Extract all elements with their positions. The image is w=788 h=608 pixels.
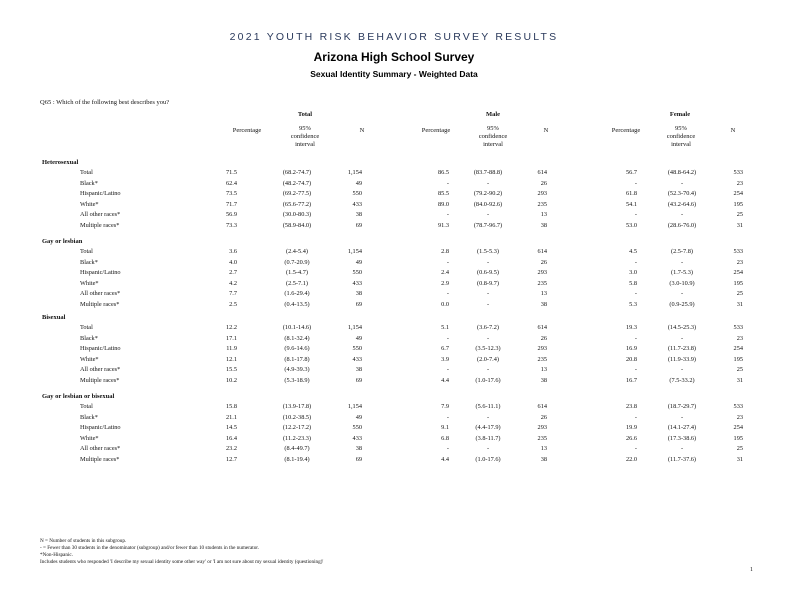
row-label: Total <box>80 169 93 176</box>
percentage-total: 71.5 <box>225 169 237 176</box>
n-female: 254 <box>733 190 743 198</box>
confidence-interval-total: (69.2-77.5) <box>282 190 312 198</box>
n-male: 614 <box>537 403 547 410</box>
percentage-total: 4.0 <box>229 258 237 266</box>
section-heading: Gay or lesbian or bisexual <box>42 393 115 400</box>
percentage-total: 15.8 <box>225 403 237 410</box>
n-male: 293 <box>537 269 547 277</box>
percentage-male: - <box>446 445 449 453</box>
n-male: 26 <box>540 179 547 187</box>
n-male: 235 <box>537 279 547 287</box>
n-male: 293 <box>537 190 547 198</box>
percentage-female: - <box>634 445 637 453</box>
confidence-interval-male: (0.8-9.7) <box>476 279 500 287</box>
confidence-interval-female: (11.7-23.8) <box>667 345 697 353</box>
summary-name: Sexual Identity Summary - Weighted Data <box>310 69 478 79</box>
n-male: 13 <box>540 211 547 219</box>
n-total: 1,154 <box>347 403 362 410</box>
percentage-male: 85.5 <box>437 190 449 198</box>
n-male: 26 <box>540 334 547 342</box>
report-top-title: 2021 YOUTH RISK BEHAVIOR SURVEY RESULTS <box>229 31 559 43</box>
confidence-interval-total: (1.5-4.7) <box>285 269 309 277</box>
column-header-ci-male: interval <box>483 141 503 148</box>
confidence-interval-female: (11.9-33.9) <box>667 355 697 363</box>
n-female: 31 <box>736 456 743 463</box>
confidence-interval-male: (3.5-12.3) <box>475 345 501 353</box>
n-male: 235 <box>537 434 547 442</box>
confidence-interval-male: - <box>486 301 490 308</box>
column-header-n-male: N <box>543 127 549 134</box>
n-female: 533 <box>733 324 743 331</box>
n-female: 23 <box>736 413 743 421</box>
n-female: 195 <box>733 355 743 363</box>
confidence-interval-total: (1.6-29.4) <box>284 290 310 298</box>
percentage-female: 22.0 <box>625 456 637 463</box>
percentage-total: 14.5 <box>225 424 237 432</box>
confidence-interval-total: (5.3-18.9) <box>284 377 310 384</box>
percentage-total: 56.9 <box>225 211 237 219</box>
confidence-interval-female: (0.9-25.9) <box>669 301 695 308</box>
n-total: 550 <box>352 190 362 198</box>
row-label: Multiple races* <box>80 222 120 229</box>
confidence-interval-female: (7.5-33.2) <box>669 377 695 384</box>
confidence-interval-total: (30.0-80.3) <box>282 211 312 219</box>
n-female: 195 <box>733 434 743 442</box>
percentage-total: 73.5 <box>225 190 237 198</box>
n-male: 13 <box>540 445 547 453</box>
confidence-interval-female: (11.7-37.6) <box>667 456 697 463</box>
confidence-interval-male: (5.6-11.1) <box>475 403 501 410</box>
percentage-female: 53.0 <box>625 222 637 229</box>
n-male: 614 <box>537 324 547 331</box>
n-female: 23 <box>736 334 743 342</box>
percentage-total: 3.6 <box>229 248 237 255</box>
footnote-line: *Non-Hispanic. <box>40 552 73 558</box>
percentage-female: 3.0 <box>629 269 637 277</box>
column-header-n-total: N <box>359 127 365 134</box>
confidence-interval-male: - <box>486 445 490 453</box>
confidence-interval-female: (18.7-29.7) <box>667 403 697 410</box>
confidence-interval-male: (1.5-5.3) <box>476 248 500 255</box>
column-header-percentage-total: Percentage <box>232 127 262 134</box>
row-label: Total <box>80 324 93 331</box>
percentage-male: 6.7 <box>441 345 449 353</box>
n-female: 31 <box>736 222 743 229</box>
percentage-total: 11.9 <box>226 345 237 353</box>
section-heading: Heterosexual <box>42 159 79 166</box>
percentage-total: 21.1 <box>225 413 237 421</box>
n-total: 1,154 <box>347 169 362 176</box>
percentage-female: - <box>634 290 637 298</box>
n-total: 433 <box>352 355 362 363</box>
n-male: 26 <box>540 258 547 266</box>
column-header-ci-male: confidence <box>478 133 508 140</box>
row-label: Total <box>80 403 93 410</box>
confidence-interval-total: (4.9-39.3) <box>284 366 310 374</box>
confidence-interval-total: (2.5-7.1) <box>285 279 309 287</box>
survey-name: Arizona High School Survey <box>313 50 475 64</box>
row-label: Hispanic/Latino <box>80 424 121 432</box>
n-female: 533 <box>733 248 743 255</box>
confidence-interval-female: (1.7-5.3) <box>670 269 694 277</box>
confidence-interval-female: - <box>680 413 684 421</box>
section-heading: Gay or lesbian <box>42 238 83 245</box>
footnote-line: - = Fewer than 30 students in the denominator (subgroup) and/or fewer than 10 students in the numerator. <box>40 545 260 551</box>
percentage-total: 2.5 <box>229 301 237 308</box>
n-female: 254 <box>733 345 743 353</box>
n-male: 26 <box>540 413 547 421</box>
n-male: 293 <box>537 345 547 353</box>
confidence-interval-total: (10.1-14.6) <box>282 324 312 331</box>
confidence-interval-total: (8.1-19.4) <box>284 456 310 463</box>
confidence-interval-male: (2.0-7.4) <box>476 355 500 363</box>
column-header-n-female: N <box>730 127 736 134</box>
confidence-interval-male: - <box>486 413 490 421</box>
percentage-male: - <box>446 211 449 219</box>
group-header-total: Total <box>297 111 313 118</box>
n-male: 293 <box>537 424 547 432</box>
group-header-female: Female <box>669 111 691 118</box>
confidence-interval-female: (52.3-70.4) <box>667 190 697 198</box>
n-total: 38 <box>355 445 362 453</box>
percentage-male: - <box>446 413 449 421</box>
n-female: 195 <box>733 200 743 208</box>
row-label: White* <box>80 279 99 287</box>
confidence-interval-male: (1.0-17.6) <box>475 456 501 463</box>
n-female: 533 <box>733 403 743 410</box>
percentage-female: 56.7 <box>625 169 637 176</box>
percentage-total: 16.4 <box>225 434 237 442</box>
confidence-interval-total: (2.4-5.4) <box>285 248 309 255</box>
row-label: Multiple races* <box>80 301 120 308</box>
footnote-line: Includes students who responded 'I describe my sexual identity some other way' or 'I am not sure about my sexual identity (questioning)' <box>40 559 324 565</box>
percentage-male: 91.3 <box>437 222 449 229</box>
percentage-female: - <box>634 211 637 219</box>
percentage-total: 73.3 <box>225 222 237 229</box>
confidence-interval-male: - <box>486 179 490 187</box>
percentage-male: 89.0 <box>437 200 449 208</box>
confidence-interval-total: (10.2-38.5) <box>282 413 312 421</box>
confidence-interval-male: - <box>486 258 490 266</box>
percentage-female: - <box>634 413 637 421</box>
confidence-interval-male: (4.4-17.9) <box>475 424 501 432</box>
percentage-female: 23.8 <box>625 403 637 410</box>
percentage-female: - <box>634 258 637 266</box>
row-label: All other races* <box>80 211 121 219</box>
percentage-male: - <box>446 334 449 342</box>
n-male: 38 <box>540 222 547 229</box>
percentage-female: 20.8 <box>625 355 637 363</box>
row-label: All other races* <box>80 366 121 374</box>
confidence-interval-female: - <box>680 258 684 266</box>
column-header-ci-female: interval <box>671 141 691 148</box>
n-total: 69 <box>355 377 362 384</box>
n-total: 49 <box>355 334 362 342</box>
confidence-interval-total: (68.2-74.7) <box>282 169 312 176</box>
confidence-interval-female: (28.6-76.0) <box>667 222 697 229</box>
question-text: Q65 : Which of the following best describes you? <box>40 99 170 106</box>
percentage-female: - <box>634 366 637 374</box>
confidence-interval-male: (84.0-92.6) <box>473 200 503 208</box>
column-header-ci-total: interval <box>295 141 315 148</box>
percentage-male: 4.4 <box>441 456 449 463</box>
n-female: 25 <box>736 366 743 374</box>
percentage-total: 17.1 <box>225 334 237 342</box>
confidence-interval-male: (79.2-90.2) <box>473 190 503 198</box>
percentage-total: 4.2 <box>229 279 237 287</box>
n-male: 38 <box>540 456 547 463</box>
confidence-interval-female: - <box>680 211 684 219</box>
row-label: Black* <box>80 258 98 266</box>
n-total: 69 <box>355 456 362 463</box>
percentage-male: 3.9 <box>441 355 449 363</box>
n-total: 433 <box>352 434 362 442</box>
n-total: 38 <box>355 366 362 374</box>
n-total: 49 <box>355 258 362 266</box>
percentage-male: - <box>446 258 449 266</box>
row-label: Hispanic/Latino <box>80 345 121 353</box>
n-female: 31 <box>736 301 743 308</box>
confidence-interval-male: - <box>486 211 490 219</box>
confidence-interval-total: (65.6-77.2) <box>282 200 312 208</box>
percentage-total: 2.7 <box>229 269 237 277</box>
row-label: White* <box>80 434 99 442</box>
column-header-percentage-female: Percentage <box>611 127 641 134</box>
percentage-female: 19.3 <box>625 324 637 331</box>
confidence-interval-female: - <box>680 290 684 298</box>
n-female: 195 <box>733 279 743 287</box>
page-number: 1 <box>750 567 753 573</box>
n-male: 38 <box>540 301 547 308</box>
row-label: Black* <box>80 179 98 187</box>
confidence-interval-total: (8.4-49.7) <box>284 445 310 453</box>
n-female: 25 <box>736 445 743 453</box>
confidence-interval-total: (48.2-74.7) <box>282 179 312 187</box>
percentage-total: 10.2 <box>225 377 237 384</box>
n-male: 235 <box>537 200 547 208</box>
percentage-total: 15.5 <box>225 366 237 374</box>
confidence-interval-female: (3.0-10.9) <box>669 279 695 287</box>
row-label: White* <box>80 355 99 363</box>
section-heading: Bisexual <box>42 314 66 321</box>
percentage-total: 62.4 <box>225 179 237 187</box>
percentage-male: 5.1 <box>441 324 449 331</box>
percentage-female: 4.5 <box>629 248 637 255</box>
percentage-male: 2.9 <box>441 279 449 287</box>
confidence-interval-female: (17.3-38.6) <box>667 434 697 442</box>
n-male: 13 <box>540 290 547 298</box>
row-label: Multiple races* <box>80 456 120 463</box>
percentage-female: - <box>634 334 637 342</box>
column-header-percentage-male: Percentage <box>421 127 451 134</box>
confidence-interval-female: (2.5-7.8) <box>670 248 694 255</box>
column-header-ci-male: 95% <box>487 125 499 132</box>
column-header-ci-total: 95% <box>299 125 311 132</box>
percentage-male: - <box>446 366 449 374</box>
percentage-total: 12.7 <box>225 456 237 463</box>
n-male: 614 <box>537 248 547 255</box>
confidence-interval-total: (0.4-13.5) <box>284 301 310 308</box>
confidence-interval-male: (78.7-96.7) <box>473 222 503 229</box>
confidence-interval-male: - <box>486 290 490 298</box>
confidence-interval-total: (8.1-32.4) <box>284 334 310 342</box>
percentage-total: 71.7 <box>225 200 237 208</box>
column-header-ci-female: confidence <box>666 133 696 140</box>
confidence-interval-female: (14.1-27.4) <box>667 424 697 432</box>
confidence-interval-male: - <box>486 334 490 342</box>
n-total: 550 <box>352 424 362 432</box>
row-label: Total <box>80 248 93 255</box>
percentage-female: 26.6 <box>625 434 637 442</box>
confidence-interval-male: (0.6-9.5) <box>476 269 500 277</box>
column-header-ci-total: confidence <box>290 133 320 140</box>
percentage-female: 19.9 <box>625 424 637 432</box>
confidence-interval-female: - <box>680 445 684 453</box>
percentage-male: - <box>446 179 449 187</box>
row-label: White* <box>80 200 99 208</box>
n-male: 38 <box>540 377 547 384</box>
n-total: 1,154 <box>347 324 362 331</box>
confidence-interval-total: (9.6-14.6) <box>284 345 310 353</box>
confidence-interval-male: (1.0-17.6) <box>475 377 501 384</box>
percentage-female: 16.7 <box>625 377 637 384</box>
confidence-interval-female: (48.8-64.2) <box>667 169 697 176</box>
confidence-interval-total: (12.2-17.2) <box>282 424 312 432</box>
confidence-interval-female: - <box>680 366 684 374</box>
n-total: 38 <box>355 290 362 298</box>
n-male: 614 <box>537 169 547 176</box>
column-header-ci-female: 95% <box>675 125 687 132</box>
confidence-interval-total: (0.7-20.9) <box>284 258 310 266</box>
n-female: 254 <box>733 424 743 432</box>
n-female: 23 <box>736 179 743 187</box>
n-female: 533 <box>733 169 743 176</box>
confidence-interval-female: - <box>680 179 684 187</box>
footnote-line: N = Number of students in this subgroup. <box>40 538 127 544</box>
percentage-female: 54.1 <box>625 200 637 208</box>
n-male: 235 <box>537 355 547 363</box>
confidence-interval-female: (14.5-25.3) <box>667 324 697 331</box>
n-total: 38 <box>355 211 362 219</box>
confidence-interval-male: (3.8-11.7) <box>475 434 501 442</box>
confidence-interval-total: (11.2-23.3) <box>282 434 312 442</box>
n-female: 25 <box>736 290 743 298</box>
confidence-interval-female: (43.2-64.6) <box>667 200 697 208</box>
percentage-male: 86.5 <box>437 169 449 176</box>
percentage-female: 5.3 <box>629 301 637 308</box>
n-total: 69 <box>355 222 362 229</box>
percentage-male: 0.0 <box>441 301 449 308</box>
percentage-male: 2.8 <box>441 248 449 255</box>
confidence-interval-total: (58.9-84.0) <box>282 222 312 229</box>
n-total: 550 <box>352 345 362 353</box>
n-total: 49 <box>355 413 362 421</box>
n-female: 254 <box>733 269 743 277</box>
row-label: Multiple races* <box>80 377 120 384</box>
percentage-female: 5.8 <box>629 279 637 287</box>
row-label: All other races* <box>80 445 121 453</box>
confidence-interval-male: (3.6-7.2) <box>476 324 500 331</box>
percentage-total: 23.2 <box>225 445 237 453</box>
row-label: Black* <box>80 413 98 421</box>
n-female: 31 <box>736 377 743 384</box>
percentage-female: 61.8 <box>625 190 637 198</box>
percentage-female: - <box>634 179 637 187</box>
percentage-total: 12.2 <box>225 324 237 331</box>
row-label: All other races* <box>80 290 121 298</box>
n-total: 433 <box>352 279 362 287</box>
confidence-interval-male: - <box>486 366 490 374</box>
confidence-interval-male: (83.7-88.8) <box>473 169 503 176</box>
row-label: Hispanic/Latino <box>80 269 121 277</box>
percentage-female: 16.9 <box>625 345 637 353</box>
percentage-male: 4.4 <box>441 377 449 384</box>
n-female: 23 <box>736 258 743 266</box>
n-female: 25 <box>736 211 743 219</box>
confidence-interval-total: (13.9-17.8) <box>282 403 312 410</box>
n-total: 1,154 <box>347 248 362 255</box>
percentage-male: 2.4 <box>441 269 449 277</box>
group-header-male: Male <box>485 111 501 118</box>
percentage-total: 7.7 <box>229 290 237 298</box>
percentage-male: 9.1 <box>441 424 449 432</box>
confidence-interval-female: - <box>680 334 684 342</box>
row-label: Hispanic/Latino <box>80 190 121 198</box>
percentage-male: 6.8 <box>441 434 449 442</box>
n-total: 69 <box>355 301 362 308</box>
n-total: 49 <box>355 179 362 187</box>
n-total: 550 <box>352 269 362 277</box>
percentage-total: 12.1 <box>225 355 237 363</box>
n-total: 433 <box>352 200 362 208</box>
confidence-interval-total: (8.1-17.8) <box>284 355 310 363</box>
percentage-male: - <box>446 290 449 298</box>
n-male: 13 <box>540 366 547 374</box>
percentage-male: 7.9 <box>441 403 449 410</box>
row-label: Black* <box>80 334 98 342</box>
